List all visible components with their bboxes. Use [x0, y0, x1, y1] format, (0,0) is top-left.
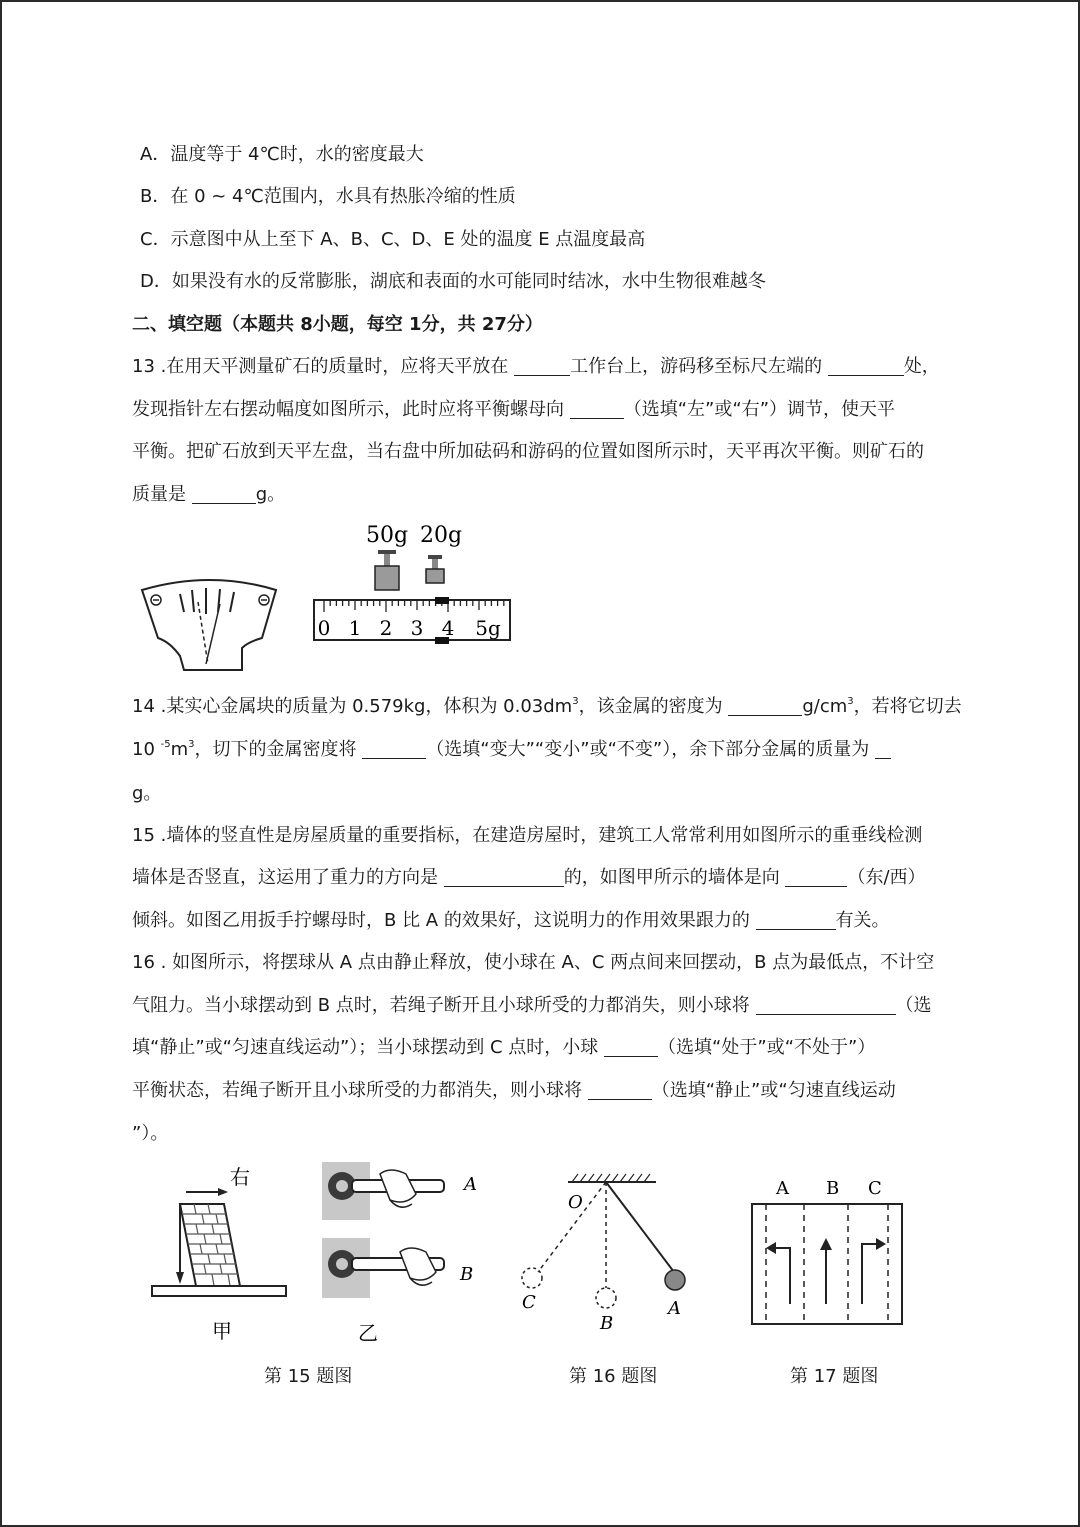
weight-20g-label: 20g	[420, 523, 463, 548]
scale-label: 1	[348, 616, 362, 640]
scale-label: 0	[317, 616, 331, 640]
q13-text: 工作台上，游码移至标尺左端的	[570, 356, 828, 377]
option-a: A．温度等于 4℃时，水的密度最大	[140, 144, 424, 165]
exponent: 3	[188, 739, 195, 750]
balance-dial-outline	[142, 580, 276, 670]
q15-text: 墙体是否竖直，这运用了重力的方向是	[132, 867, 444, 888]
q13-text: 13 .在用天平测量矿石的质量时，应将天平放在	[132, 356, 515, 377]
q16-text: 填“静止”或“匀速直线运动”）；当小球摆动到 C 点时，小球	[132, 1037, 605, 1058]
q13-text: 处，	[903, 356, 940, 377]
right-direction-label: 右	[230, 1165, 250, 1189]
straight-arrow-icon	[820, 1238, 832, 1304]
fig16-pendulum-figure	[518, 1172, 694, 1332]
scale-tick-marks	[324, 600, 504, 612]
right-turn-arrow-icon	[862, 1238, 886, 1304]
q15-line1: 15 .墙体的竖直性是房屋质量的重要指标，在建造房屋时，建筑工人常常利用如图所示的重垂线检测	[132, 825, 923, 846]
q16-text: 气阻力。当小球摆动到 B 点时，若绳子断开且小球所受的力都消失，则小球将	[132, 995, 756, 1016]
q14-text: （选填“变大”“变小”或“不变”），余下部分金属的质量为	[426, 739, 875, 760]
q13-line1	[132, 355, 940, 379]
ball-b-icon	[596, 1288, 616, 1308]
q14-line2	[132, 738, 891, 762]
lane-c-label: C	[868, 1178, 882, 1199]
yi-label: 乙	[358, 1321, 378, 1345]
section-title: 二、填空题（本题共 8小题，每空 1分，共 27分）	[132, 314, 543, 335]
weights-scale-figure	[312, 518, 516, 650]
fig17-caption: 第 17 题图	[790, 1366, 879, 1387]
q15-blank2	[785, 868, 847, 887]
pendulum-string	[606, 1182, 674, 1272]
q16-line1: 16 . 如图所示，将摆球从 A 点由静止释放，使小球在 A、C 两点间来回摆动，B 点为最低点，不计空	[132, 952, 935, 973]
q14-line1	[132, 695, 962, 719]
q14-text: ，切下的金属密度将	[194, 739, 363, 760]
q16-line4	[132, 1079, 896, 1103]
exponent: 3	[847, 696, 854, 707]
q13-blank3	[570, 400, 624, 419]
wrench-b-label: B	[460, 1264, 474, 1285]
scale-label: 4	[441, 616, 455, 640]
q16-line3	[132, 1036, 875, 1060]
balance-pointer-figure	[140, 574, 280, 674]
fig15-wall-figure	[150, 1162, 290, 1348]
plumb-bob-icon	[176, 1272, 184, 1284]
option-d: D．如果没有水的反常膨胀，湖底和表面的水可能同时结冰，水中生物很难越冬	[140, 271, 766, 292]
fig16-caption: 第 16 题图	[569, 1366, 658, 1387]
q13-line3: 平衡。把矿石放到天平左盘，当右盘中所加砝码和游码的位置如图所示时，天平再次平衡。则矿石的	[132, 441, 924, 462]
lane-a-label: A	[776, 1178, 789, 1199]
q13-line4	[132, 483, 285, 507]
ceiling-hatching	[572, 1174, 650, 1182]
q13-blank1	[514, 357, 570, 376]
q13-text: 质量是	[132, 484, 192, 505]
q14-text: ，该金属的密度为	[578, 696, 729, 717]
q14-blank1	[728, 697, 802, 716]
brick-wall-icon	[180, 1204, 240, 1286]
q16-text: （选填“处于”或“不处于”）	[658, 1037, 876, 1058]
weight-50g-icon	[375, 550, 399, 590]
wrench-a-icon	[322, 1162, 444, 1220]
q15-text: 有关。	[835, 910, 890, 931]
pivot-o-label: O	[568, 1192, 583, 1213]
wrench-a-label: A	[464, 1174, 477, 1195]
scale-label: 2	[379, 616, 393, 640]
wrench-b-icon	[322, 1238, 444, 1298]
ball-c-icon	[522, 1268, 542, 1288]
q14-blank3	[875, 740, 891, 759]
q16-text: 平衡状态，若绳子断开且小球所受的力都消失，则小球将	[132, 1080, 588, 1101]
scale-label: 3	[410, 616, 424, 640]
q15-blank3	[756, 911, 836, 930]
option-c: C．示意图中从上至下 A、B、C、D、E 处的温度 E 点温度最高	[140, 229, 646, 250]
q13-blank2	[828, 357, 904, 376]
ground-base	[152, 1286, 286, 1296]
fig17-lanes-figure	[748, 1174, 908, 1330]
q13-text: （选填“左”或“右”）调节，使天平	[623, 399, 896, 420]
q14-text: m	[170, 739, 189, 760]
dial-ticks	[180, 588, 234, 614]
scale-tick-labels	[318, 616, 501, 640]
q15-text: 倾斜。如图乙用扳手拧螺母时，B 比 A 的效果好，这说明力的作用效果跟力的	[132, 910, 756, 931]
q14-text: g/cm	[802, 696, 848, 717]
q15-text: 的，如图甲所示的墙体是向	[563, 867, 786, 888]
q16-text: （选填“静止”或“匀速直线运动	[651, 1080, 896, 1101]
weight-50g-label: 50g	[366, 523, 409, 548]
q16-blank3	[588, 1081, 652, 1100]
q16-line5: ”）。	[132, 1123, 169, 1144]
q14-text: 10	[132, 739, 161, 760]
q16-text: （选	[895, 995, 932, 1016]
point-b-label: B	[600, 1313, 614, 1334]
q14-text: ，若将它切去	[853, 696, 962, 717]
ball-a-icon	[665, 1270, 685, 1290]
q16-line2	[132, 994, 932, 1018]
exponent: 3	[572, 696, 579, 707]
q15-line3	[132, 909, 890, 933]
exponent: -5	[160, 739, 171, 750]
q15-line2	[132, 866, 926, 890]
rider-top-icon	[435, 597, 449, 604]
q16-blank2	[604, 1038, 658, 1057]
q15-blank1	[444, 868, 564, 887]
q14-line3: g。	[132, 783, 162, 804]
q16-blank1	[756, 996, 896, 1015]
q14-blank2	[362, 740, 426, 759]
weight-20g-icon	[426, 555, 444, 583]
q13-line2	[132, 398, 895, 422]
left-turn-arrow-icon	[766, 1242, 790, 1304]
scale-label: 5g	[475, 616, 501, 640]
fig15-wrench-figure	[320, 1160, 480, 1348]
point-c-label: C	[522, 1292, 536, 1313]
point-a-label: A	[668, 1298, 681, 1319]
fig15-caption: 第 15 题图	[264, 1366, 353, 1387]
q15-text: （东/西）	[847, 867, 926, 888]
jia-label: 甲	[212, 1319, 232, 1343]
q13-text: g。	[255, 484, 286, 505]
lane-b-label: B	[826, 1178, 840, 1199]
option-b: B．在 0 ~ 4℃范围内，水具有热胀冷缩的性质	[140, 186, 516, 207]
q14-text: 14 .某实心金属块的质量为 0.579kg，体积为 0.03dm	[132, 696, 573, 717]
pointer-needle	[206, 604, 220, 664]
q13-blank4	[192, 485, 256, 504]
q13-text: 发现指针左右摆动幅度如图所示，此时应将平衡螺母向	[132, 399, 570, 420]
